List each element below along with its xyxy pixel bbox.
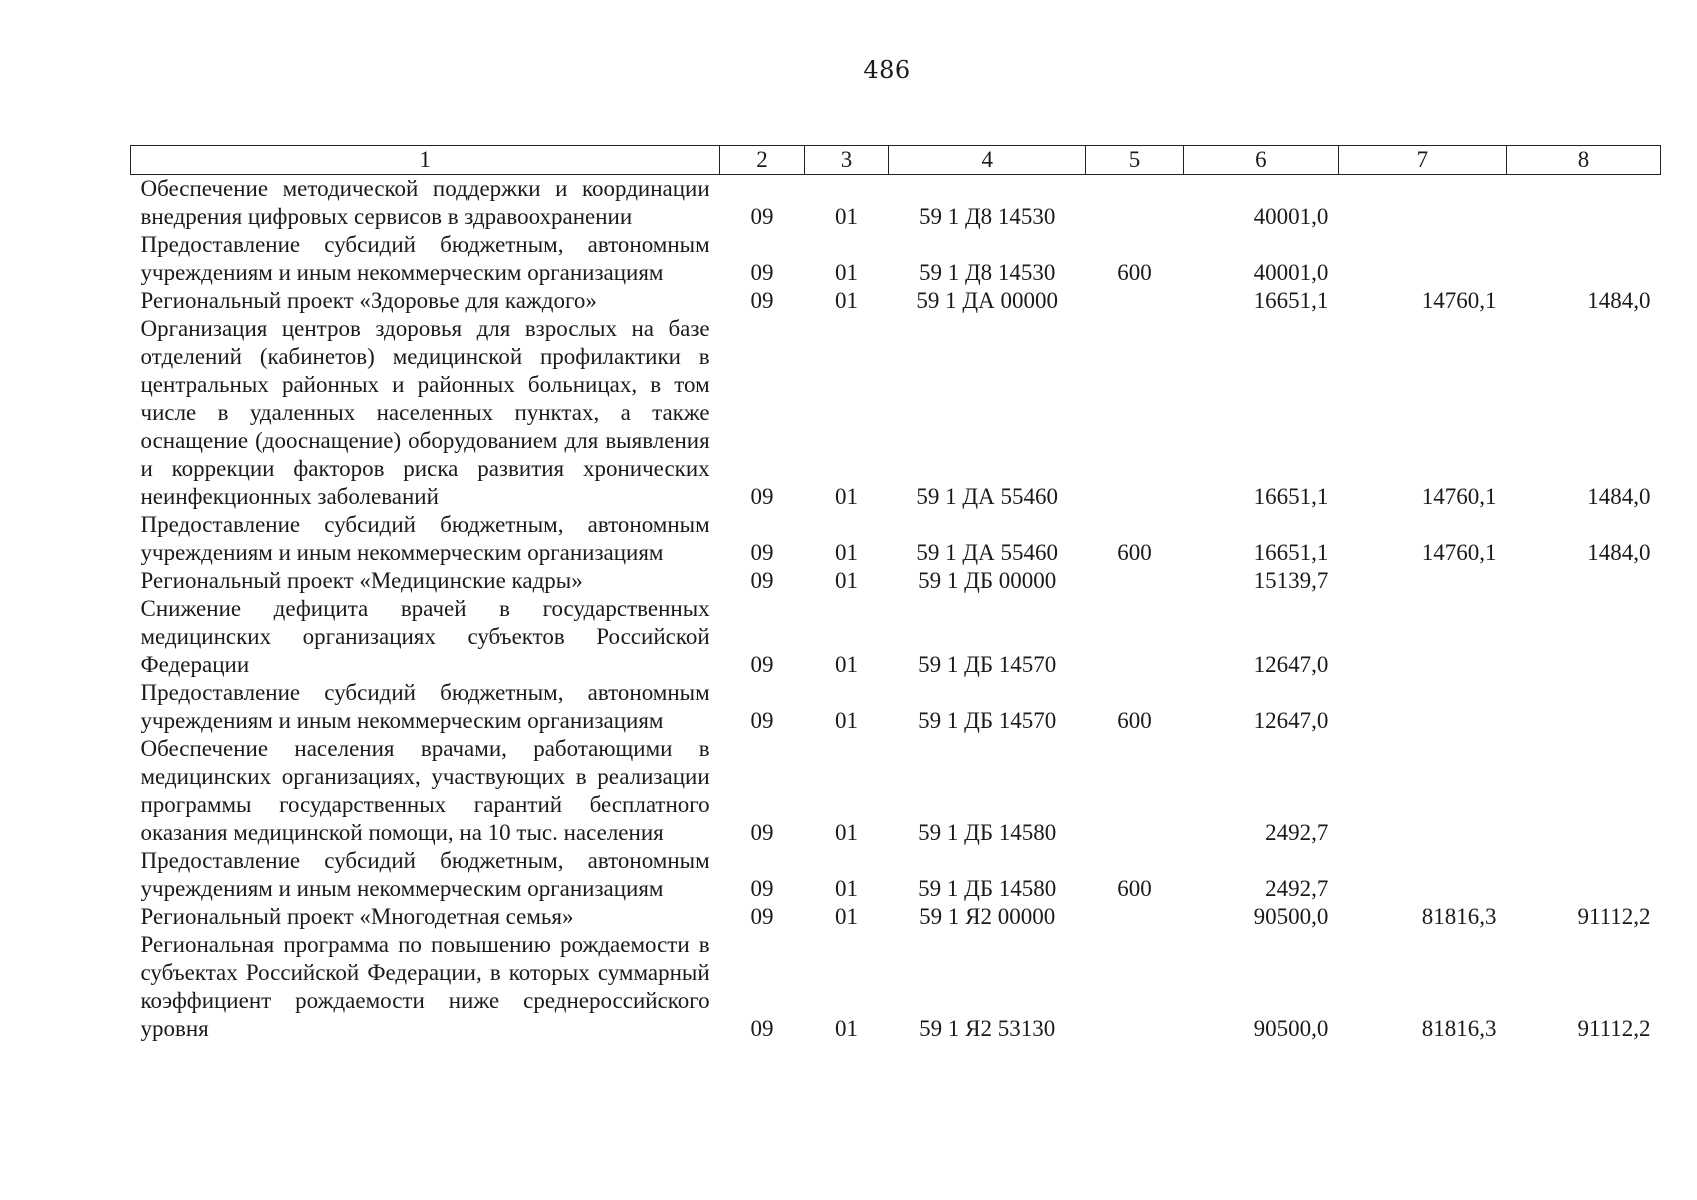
cell-subsection: 01 [835, 540, 859, 565]
table-row [131, 567, 1661, 595]
cell-description: Снижение дефицита врачей в государственных медицинских организациях субъектов Российской Федерации [140, 596, 710, 677]
cell-section: 09 [750, 568, 774, 593]
cell-target-article: 59 1 ДБ 00000 [918, 568, 1057, 593]
cell-amount-year-3 [1507, 231, 1661, 287]
cell-amount-year-3: 1484,0 [1587, 540, 1651, 565]
page-number: 486 [863, 56, 911, 84]
cell-subsection: 01 [835, 288, 859, 313]
cell-amount-year-2: 14760,1 [1421, 484, 1497, 509]
cell-subsection: 01 [835, 820, 859, 845]
column-header-2: 2 [720, 146, 805, 175]
column-header-6: 6 [1183, 146, 1338, 175]
cell-target-article: 59 1 Д8 14530 [918, 260, 1056, 285]
cell-expense-type [1086, 567, 1184, 595]
cell-amount-year-1: 2492,7 [1265, 820, 1329, 845]
cell-amount-year-2 [1338, 735, 1506, 847]
cell-section: 09 [750, 708, 774, 733]
cell-description: Предоставление субсидий бюджетным, автономным учреждениям и иным некоммерческим организациям [140, 848, 710, 901]
cell-expense-type: 600 [1117, 260, 1152, 285]
cell-amount-year-3: 1484,0 [1587, 484, 1651, 509]
cell-amount-year-2: 14760,1 [1421, 540, 1497, 565]
cell-amount-year-2 [1338, 679, 1506, 735]
cell-section: 09 [750, 484, 774, 509]
cell-amount-year-3: 91112,2 [1577, 1016, 1651, 1041]
cell-amount-year-1: 2492,7 [1265, 876, 1329, 901]
table-row [131, 175, 1661, 232]
column-header-5: 5 [1086, 146, 1184, 175]
cell-expense-type: 600 [1117, 708, 1152, 733]
cell-section: 09 [750, 904, 774, 929]
cell-amount-year-2 [1338, 231, 1506, 287]
cell-expense-type [1086, 931, 1184, 1043]
cell-description: Региональный проект «Медицинские кадры» [140, 568, 583, 593]
table-row [131, 511, 1661, 567]
cell-amount-year-3 [1507, 175, 1661, 232]
cell-amount-year-1: 15139,7 [1253, 568, 1329, 593]
cell-section: 09 [750, 260, 774, 285]
cell-target-article: 59 1 ДА 00000 [916, 288, 1058, 313]
cell-subsection: 01 [835, 204, 859, 229]
cell-subsection: 01 [835, 484, 859, 509]
cell-expense-type: 600 [1117, 876, 1152, 901]
cell-description: Предоставление субсидий бюджетным, автономным учреждениям и иным некоммерческим организациям [140, 680, 710, 733]
cell-amount-year-3: 91112,2 [1577, 904, 1651, 929]
cell-expense-type [1086, 287, 1184, 315]
cell-amount-year-3 [1507, 679, 1661, 735]
cell-subsection: 01 [835, 904, 859, 929]
column-header-1: 1 [131, 146, 720, 175]
table-row [131, 735, 1661, 847]
cell-expense-type: 600 [1117, 540, 1152, 565]
table-row [131, 231, 1661, 287]
cell-subsection: 01 [835, 652, 859, 677]
cell-amount-year-1: 40001,0 [1253, 260, 1329, 285]
column-header-8: 8 [1507, 146, 1661, 175]
cell-section: 09 [750, 1016, 774, 1041]
cell-description: Региональная программа по повышению рождаемости в субъектах Российской Федерации, в которых суммарный коэффициент рождаемости ниже среднероссийского уровня [140, 932, 710, 1041]
budget-table [130, 145, 1661, 1043]
cell-amount-year-1: 12647,0 [1253, 708, 1329, 733]
cell-amount-year-3 [1507, 735, 1661, 847]
table-row [131, 931, 1661, 1043]
cell-target-article: 59 1 ДБ 14580 [918, 876, 1057, 901]
table-row [131, 595, 1661, 679]
cell-subsection: 01 [835, 876, 859, 901]
cell-amount-year-1: 90500,0 [1253, 1016, 1329, 1041]
cell-amount-year-2 [1338, 847, 1506, 903]
cell-amount-year-2 [1338, 175, 1506, 232]
cell-amount-year-3 [1507, 595, 1661, 679]
cell-section: 09 [750, 204, 774, 229]
cell-amount-year-1: 16651,1 [1253, 288, 1329, 313]
column-header-4: 4 [889, 146, 1086, 175]
cell-amount-year-2: 81816,3 [1421, 1016, 1497, 1041]
cell-target-article: 59 1 ДА 55460 [916, 484, 1058, 509]
cell-description: Организация центров здоровья для взрослых на базе отделений (кабинетов) медицинской профилактики в центральных районных и районных больницах, в том числе в удаленных населенных пунктах, а также оснащение (дооснащение) оборудованием для выявления и коррекции факторов риска развития хронических неинфекционных заболеваний [140, 316, 710, 509]
table-row [131, 315, 1661, 511]
cell-section: 09 [750, 820, 774, 845]
cell-subsection: 01 [835, 260, 859, 285]
cell-amount-year-2: 81816,3 [1421, 904, 1497, 929]
cell-expense-type [1086, 175, 1184, 232]
cell-expense-type [1086, 903, 1184, 931]
cell-amount-year-2: 14760,1 [1421, 288, 1497, 313]
cell-amount-year-2 [1338, 595, 1506, 679]
cell-subsection: 01 [835, 568, 859, 593]
cell-amount-year-2 [1338, 567, 1506, 595]
cell-expense-type [1086, 595, 1184, 679]
cell-expense-type [1086, 315, 1184, 511]
cell-amount-year-1: 40001,0 [1253, 204, 1329, 229]
cell-description: Региональный проект «Здоровье для каждого» [140, 288, 597, 313]
cell-target-article: 59 1 ДА 55460 [916, 540, 1058, 565]
cell-amount-year-1: 16651,1 [1253, 540, 1329, 565]
table-header [131, 146, 1661, 175]
cell-expense-type [1086, 735, 1184, 847]
table-body [131, 175, 1661, 1044]
cell-description: Предоставление субсидий бюджетным, автономным учреждениям и иным некоммерческим организациям [140, 512, 710, 565]
cell-target-article: 59 1 Д8 14530 [918, 204, 1056, 229]
cell-target-article: 59 1 ДБ 14570 [918, 708, 1057, 733]
cell-section: 09 [750, 540, 774, 565]
cell-amount-year-1: 16651,1 [1253, 484, 1329, 509]
cell-target-article: 59 1 ДБ 14570 [918, 652, 1057, 677]
cell-amount-year-1: 90500,0 [1253, 904, 1329, 929]
header-row [131, 146, 1661, 175]
cell-subsection: 01 [835, 1016, 859, 1041]
table-row [131, 847, 1661, 903]
cell-section: 09 [750, 876, 774, 901]
cell-target-article: 59 1 Я2 00000 [919, 904, 1056, 929]
cell-description: Региональный проект «Многодетная семья» [140, 904, 574, 929]
cell-amount-year-3 [1507, 847, 1661, 903]
column-header-7: 7 [1338, 146, 1506, 175]
cell-target-article: 59 1 ДБ 14580 [918, 820, 1057, 845]
cell-amount-year-3 [1507, 567, 1661, 595]
cell-section: 09 [750, 288, 774, 313]
cell-amount-year-3: 1484,0 [1587, 288, 1651, 313]
table-row [131, 903, 1661, 931]
cell-section: 09 [750, 652, 774, 677]
cell-description: Обеспечение населения врачами, работающими в медицинских организациях, участвующих в реализации программы государственных гарантий бесплатного оказания медицинской помощи, на 10 тыс. населения [140, 736, 710, 845]
table-row [131, 287, 1661, 315]
cell-amount-year-1: 12647,0 [1253, 652, 1329, 677]
cell-description: Предоставление субсидий бюджетным, автономным учреждениям и иным некоммерческим организациям [140, 232, 710, 285]
cell-target-article: 59 1 Я2 53130 [919, 1016, 1056, 1041]
cell-subsection: 01 [835, 708, 859, 733]
cell-description: Обеспечение методической поддержки и координации внедрения цифровых сервисов в здравоохранении [140, 176, 710, 229]
table-row [131, 679, 1661, 735]
column-header-3: 3 [804, 146, 889, 175]
